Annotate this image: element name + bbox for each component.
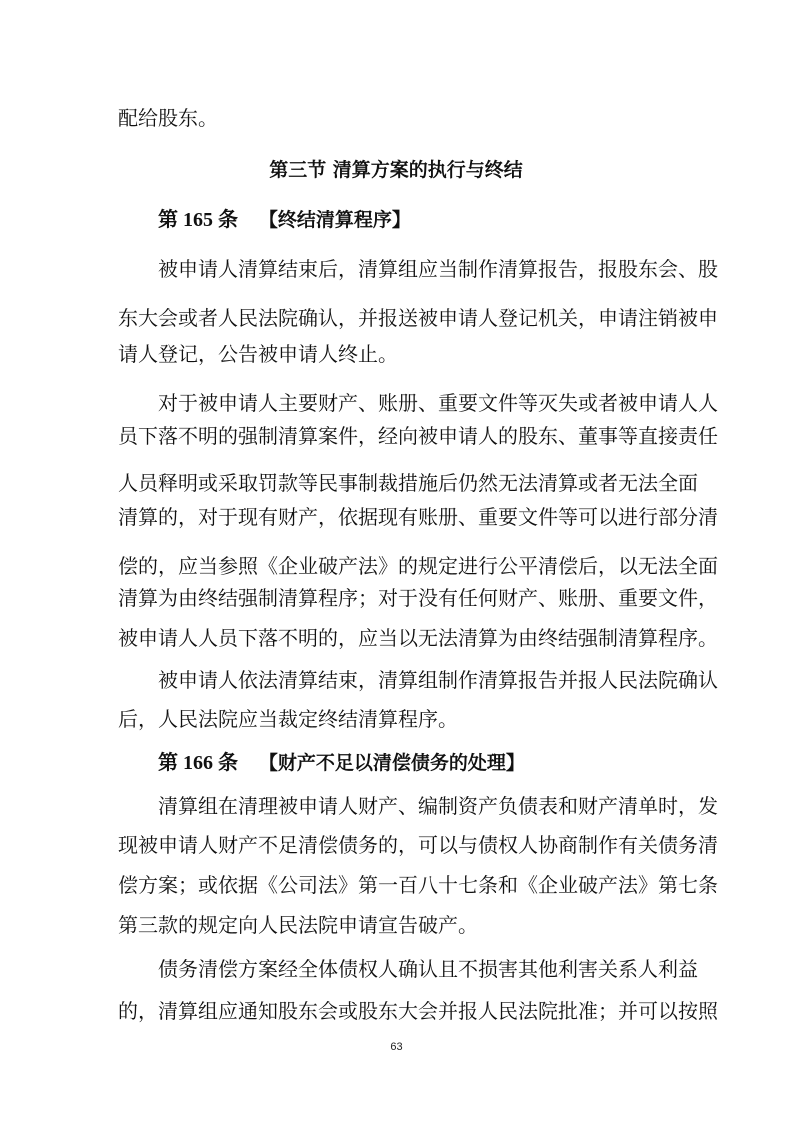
article-title: 【财产不足以清偿债务的处理】 (258, 752, 525, 774)
paragraph-line: 东大会或者人民法院确认，并报送被申请人登记机关，申请注销被申 (118, 306, 718, 330)
paragraph-line: 偿的，应当参照《企业破产法》的规定进行公平清偿后，以无法全面 (118, 554, 718, 578)
article-heading (158, 748, 793, 777)
paragraph-line: 清算的，对于现有财产，依据现有账册、重要文件等可以进行部分清 (118, 505, 718, 529)
paragraph-line: 被申请人依法清算结束，清算组制作清算报告并报人民法院确认 (158, 668, 718, 692)
article-number: 第 166 条 (158, 752, 238, 774)
page-number: 63 (390, 1041, 403, 1053)
article-title: 【终结清算程序】 (258, 209, 411, 231)
paragraph-line: 偿方案；或依据《公司法》第一百八十七条和《企业破产法》第七条 (118, 873, 718, 897)
paragraph-line: 第三款的规定向人民法院申请宣告破产。 (118, 913, 478, 937)
paragraph-line: 被申请人人员下落不明的，应当以无法清算为由终结强制清算程序。 (118, 626, 718, 650)
paragraph-line: 被申请人清算结束后，清算组应当制作清算报告，报股东会、股 (158, 257, 718, 281)
article-number: 第 165 条 (158, 209, 238, 231)
carryover-text: 配给股东。 (118, 106, 218, 130)
article-heading (158, 205, 793, 234)
paragraph-line: 清算为由终结强制清算程序；对于没有任何财产、账册、重要文件， (118, 586, 718, 610)
paragraph-line: 清算组在清理被申请人财产、编制资产负债表和财产清单时，发 (158, 794, 718, 818)
paragraph-line: 后，人民法院应当裁定终结清算程序。 (118, 707, 458, 731)
paragraph-line: 员下落不明的强制清算案件，经向被申请人的股东、董事等直接责任 (118, 424, 718, 448)
paragraph-line: 现被申请人财产不足清偿债务的，可以与债权人协商制作有关债务清 (118, 833, 718, 857)
paragraph-line: 对于被申请人主要财产、账册、重要文件等灭失或者被申请人人 (158, 391, 718, 415)
paragraph-line: 人员释明或采取罚款等民事制裁措施后仍然无法清算或者无法全面 (118, 471, 698, 495)
section-title: 第三节 清算方案的执行与终结 (269, 159, 523, 181)
paragraph-line: 请人登记，公告被申请人终止。 (118, 342, 398, 366)
paragraph-line: 债务清偿方案经全体债权人确认且不损害其他利害关系人利益 (158, 957, 698, 981)
paragraph-line: 的，清算组应通知股东会或股东大会并报人民法院批准；并可以按照 (118, 999, 718, 1023)
